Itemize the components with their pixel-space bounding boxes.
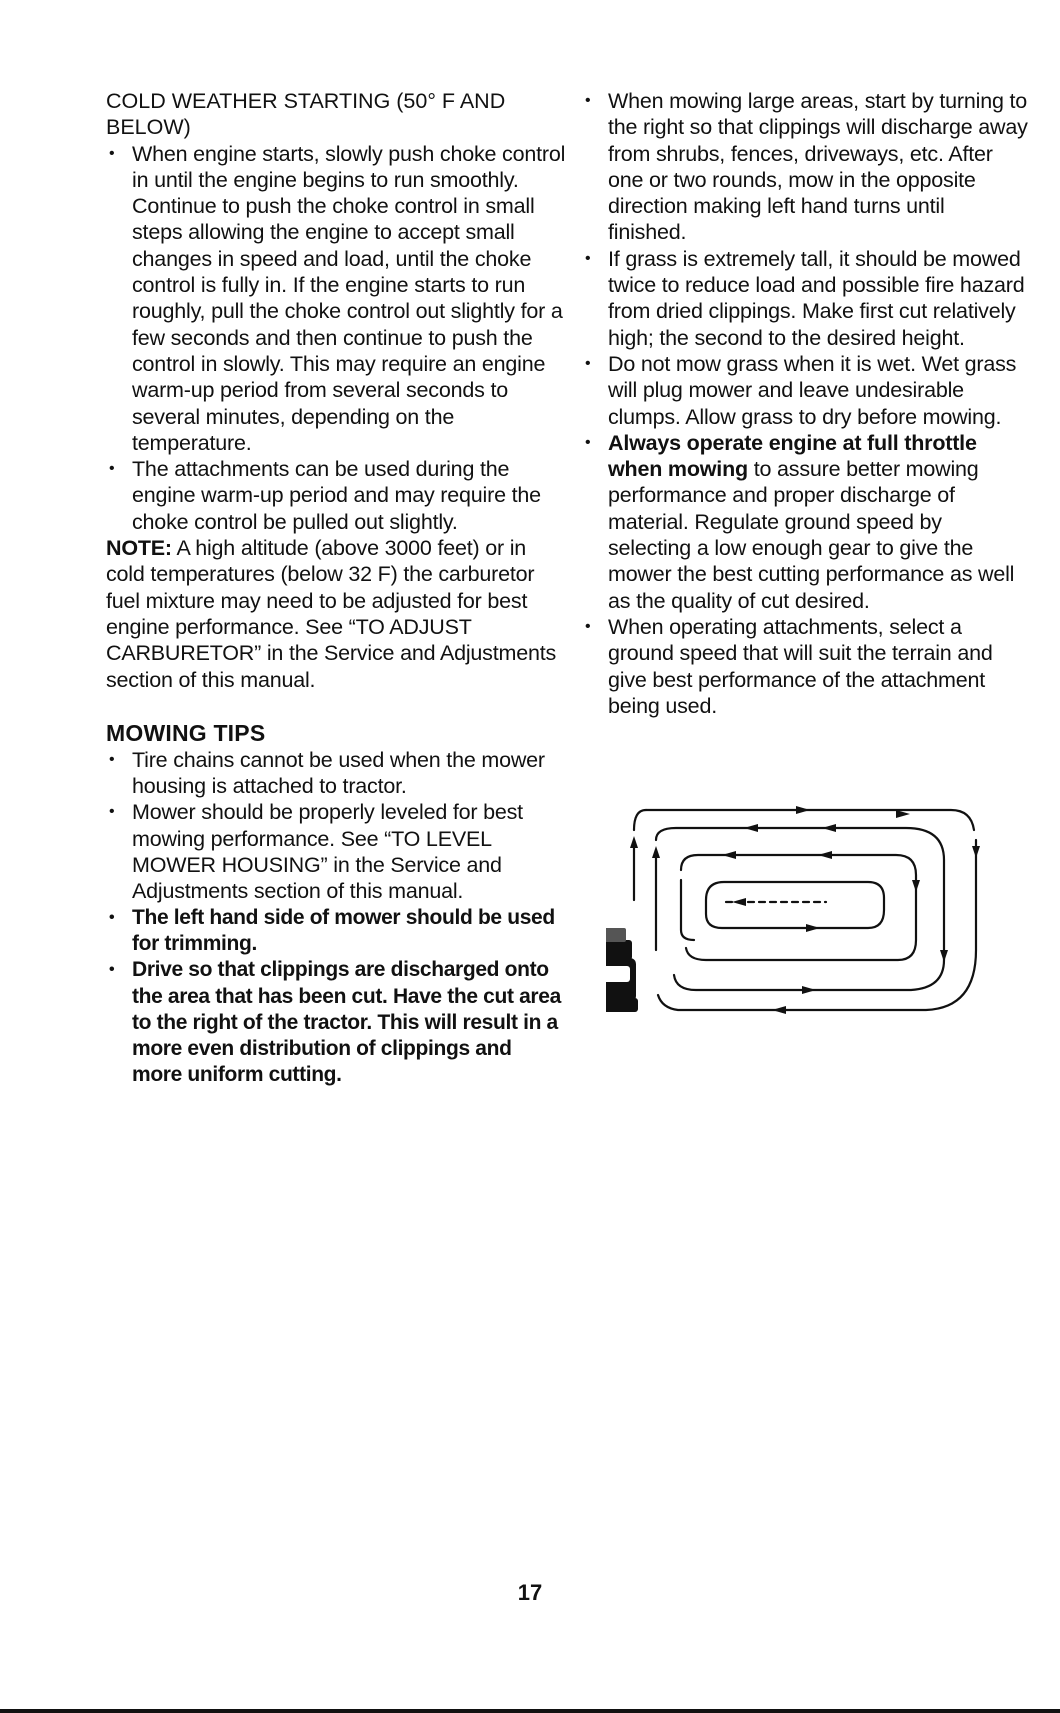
mowing-tips-list — [106, 747, 566, 905]
bullet-icon: • — [109, 144, 115, 162]
bullet-icon: • — [109, 961, 115, 979]
note-label: NOTE: — [106, 536, 172, 561]
bullet-icon: • — [109, 750, 115, 768]
note-paragraph — [106, 535, 566, 693]
bullet-icon: • — [585, 249, 591, 267]
throttle-text: to assure better mowing performance and proper discharge of material. Regulate ground speed by selecting a low enough gear to give the mower the best cutting performance as well as the quality of cut desired. — [608, 457, 1015, 613]
bullet-icon: • — [109, 460, 115, 478]
bullet-icon: • — [109, 908, 115, 926]
list-item — [582, 430, 1028, 614]
bullet-icon: • — [585, 354, 591, 372]
list-item: • When mowing large areas, start by turning to the right so that clippings will discharge away from shrubs, fences, driveways, etc. After one or two rounds, mow in the opposite direction making left hand turns until finished. — [585, 89, 1028, 245]
cold-weather-heading: COLD WEATHER STARTING (50° F AND BELOW) — [106, 89, 506, 140]
mowing-pattern-diagram-icon — [606, 800, 986, 1020]
list-item: • Tire chains cannot be used when the mower housing is attached to tractor. — [109, 747, 545, 799]
page-number: 17 — [517, 1580, 543, 1605]
list-item: • When operating attachments, select a ground speed that will suit the terrain and give best performance of the attachment being used. — [585, 614, 993, 718]
bullet-icon: • — [585, 617, 591, 635]
note-text: A high altitude (above 3000 feet) or in cold temperatures (below 32 F) the carburetor fuel mixture may need to be adjusted for best engine performance. See “TO ADJUST CARBURETOR” in the Service and Adjustments section of this manual. — [106, 536, 557, 692]
mowing-tips-heading: MOWING TIPS — [106, 719, 266, 746]
left-column — [106, 88, 566, 1089]
bullet-icon: • — [585, 92, 591, 109]
cold-weather-list — [106, 141, 566, 535]
right-tips-list — [582, 88, 1028, 719]
list-item: • Do not mow grass when it is wet. Wet grass will plug mower and leave undesirable clumps. Allow grass to dry before mowing. — [585, 351, 1017, 429]
mowing-tips-list-bold — [106, 905, 566, 1089]
list-item: • Drive so that clippings are discharged onto the area that has been cut. Have the cut area to the right of the tractor. This will result in a more even distribution of clippings and more uniform cutting. — [109, 958, 561, 1087]
list-item: • If grass is extremely tall, it should be mowed twice to reduce load and possible fire hazard from dried clippings. Make first cut relatively high; the second to the desired height. — [585, 246, 1025, 350]
bullet-icon: • — [109, 803, 115, 821]
bottom-rule — [0, 1709, 1060, 1713]
throttle-bold-text: Always operate engine at full throttle when mowing — [608, 430, 977, 482]
list-item: • When engine starts, slowly push choke control in until the engine begins to run smoothly. Continue to push the choke control in small steps allowing the engine to accept small changes in speed and load, until the choke control is fully in. If the engine starts to run roughly, pull the choke control out slightly for a few seconds and then continue to push the control in slowly. This may require an engine warm-up period from several seconds to several minutes, depending on the temperature. — [109, 141, 566, 455]
right-column — [582, 88, 1028, 719]
bullet-icon: • — [585, 433, 591, 451]
list-item: • The left hand side of mower should be used for trimming. — [109, 905, 555, 955]
tractor-icon — [606, 928, 638, 1012]
list-item: • The attachments can be used during the engine warm-up period and may require the choke control be pulled out slightly. — [109, 457, 541, 534]
list-item: • Mower should be properly leveled for best mowing performance. See “TO LEVEL MOWER HOUSING” in the Service and Adjustments section of this manual. — [109, 800, 523, 904]
